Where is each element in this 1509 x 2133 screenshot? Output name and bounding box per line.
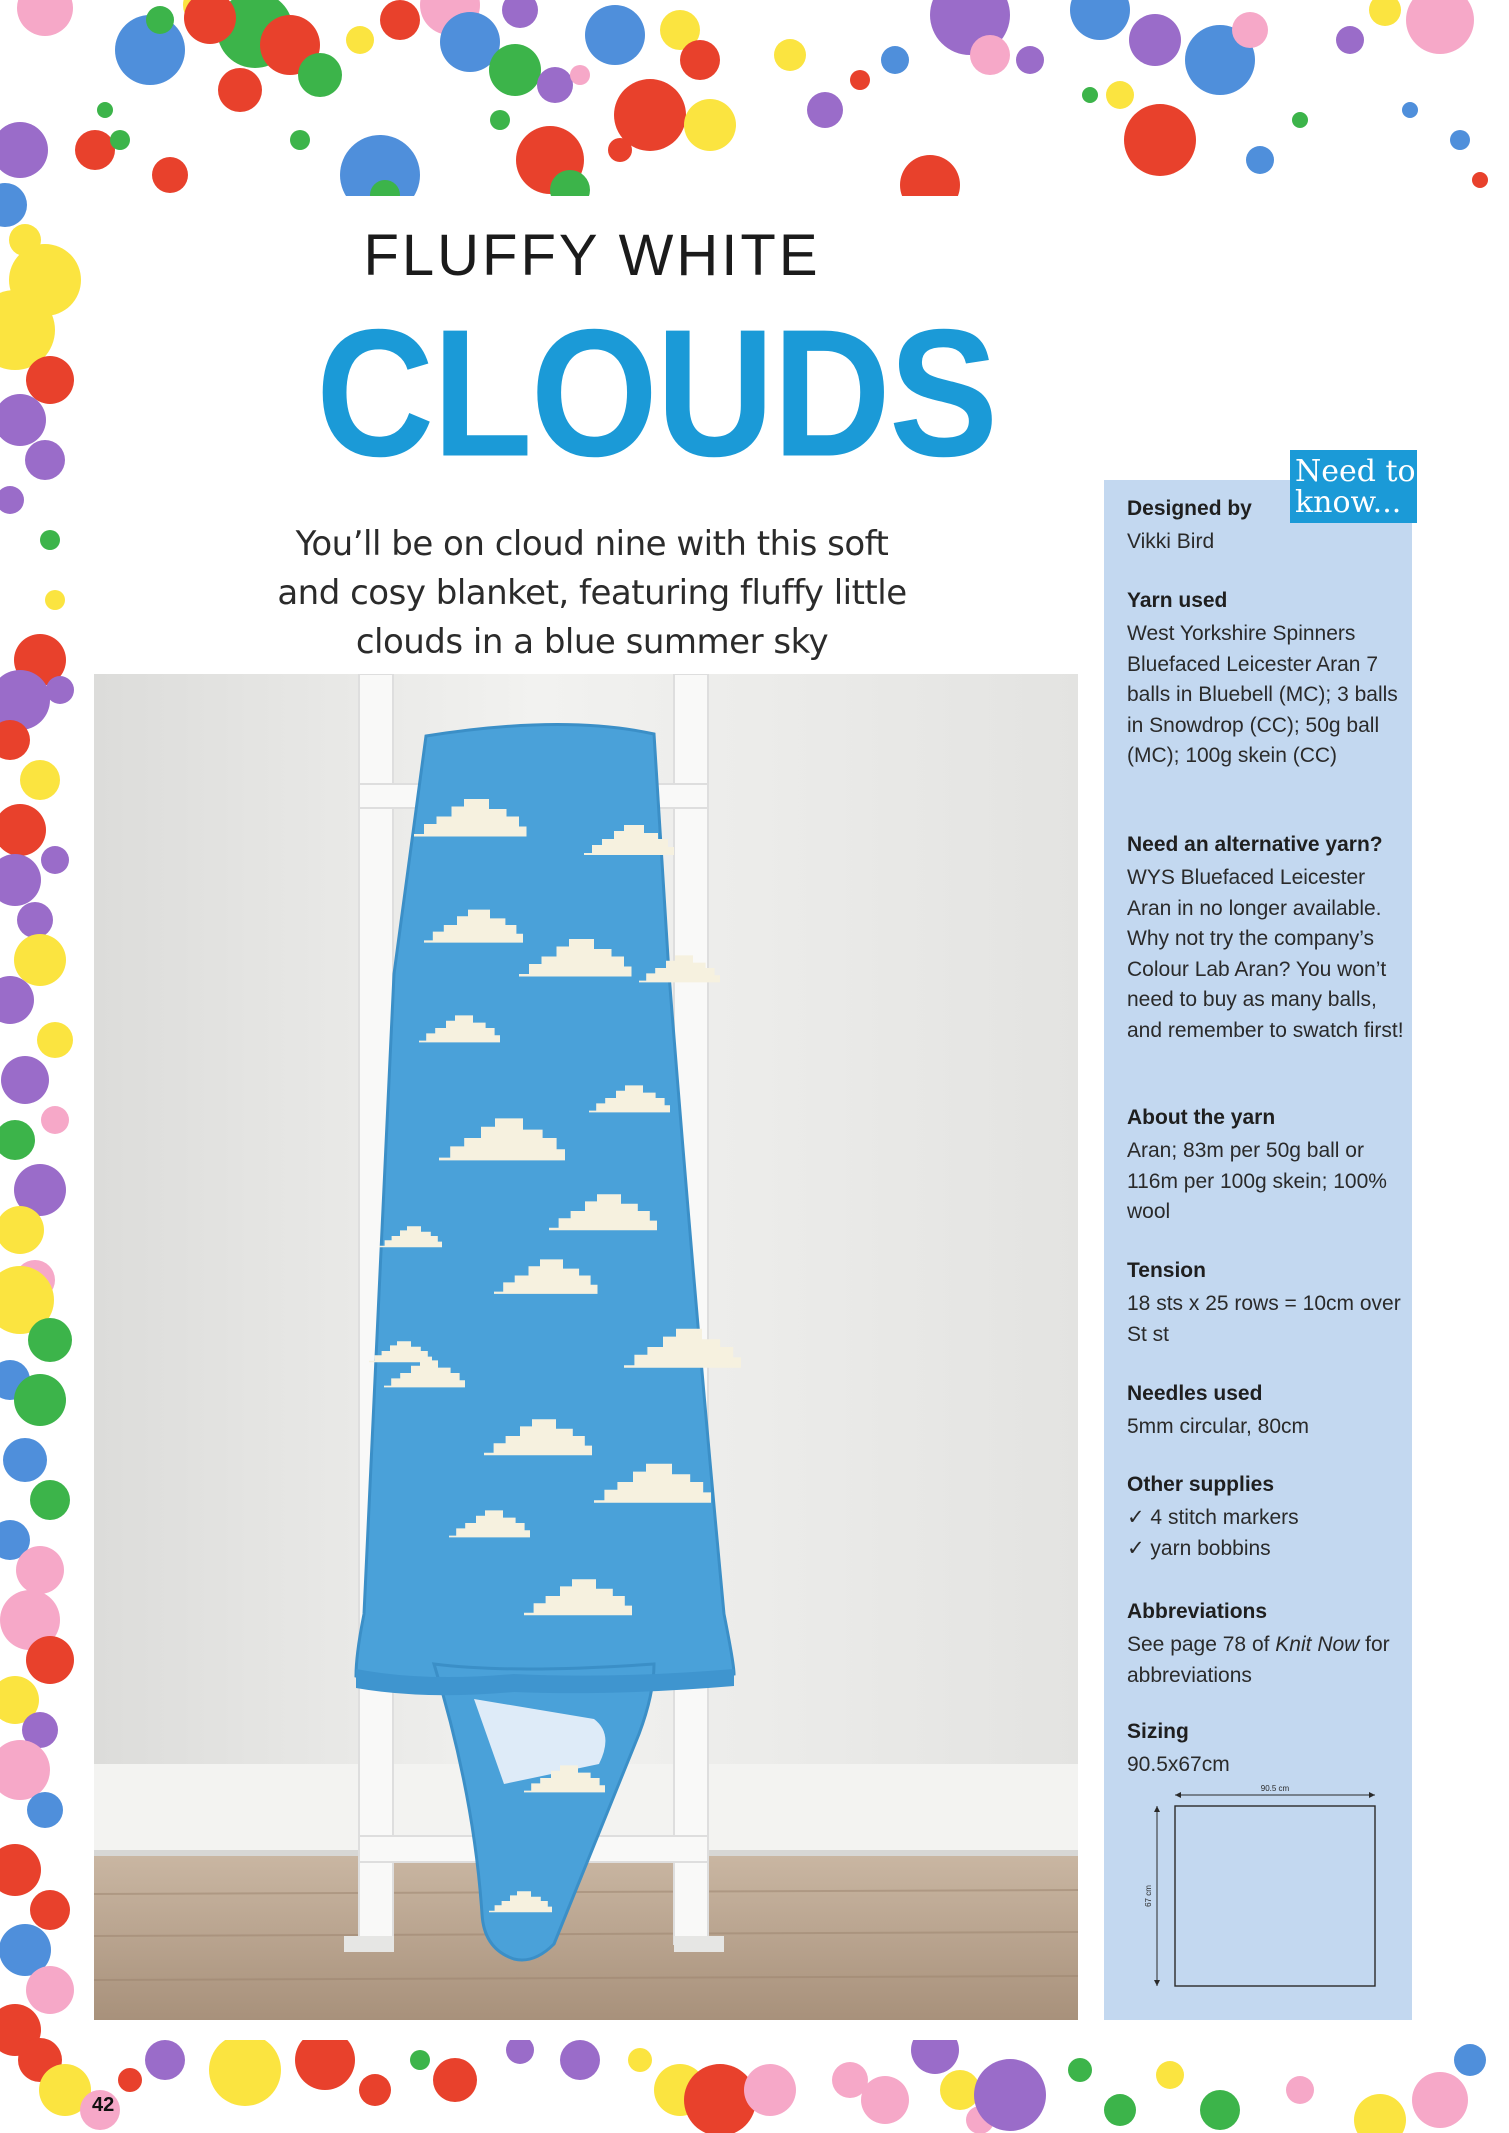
spec-abbreviations xyxy=(1127,1600,1407,1691)
confetti-dot xyxy=(861,2076,909,2124)
width-label: 90.5 cm xyxy=(1260,1784,1290,1793)
confetti-dot xyxy=(684,99,736,151)
page-number: 42 xyxy=(92,2094,115,2116)
confetti-dot xyxy=(218,68,262,112)
confetti-dot xyxy=(1412,2072,1468,2128)
confetti-dot xyxy=(346,26,374,54)
spec-body: Vikki Bird xyxy=(1127,530,1215,553)
confetti-dot xyxy=(30,1890,70,1930)
confetti-dot xyxy=(1104,2094,1136,2126)
spec-tension xyxy=(1127,1259,1407,1350)
confetti-dot xyxy=(1354,2094,1406,2133)
confetti-dot xyxy=(0,854,41,906)
confetti-dot xyxy=(608,138,632,162)
confetti-dot xyxy=(1129,14,1181,66)
confetti-dot xyxy=(1016,46,1044,74)
confetti-dot xyxy=(940,2070,980,2110)
spec-item: ✓ 4 stitch markers xyxy=(1127,1506,1299,1529)
confetti-dot xyxy=(1472,172,1488,188)
spec-about-yarn xyxy=(1127,1106,1407,1228)
confetti-dot xyxy=(1454,2044,1486,2076)
confetti-dot xyxy=(680,40,720,80)
confetti-dot xyxy=(26,1966,74,2014)
confetti-dot xyxy=(0,394,46,446)
height-label: 67 cm xyxy=(1144,1885,1153,1907)
confetti-dot xyxy=(0,1740,50,1800)
confetti-dot xyxy=(560,2040,600,2080)
confetti-dot xyxy=(974,2059,1046,2131)
confetti-dot xyxy=(1082,87,1098,103)
spec-body: Aran; 83m per 50g ball or 116m per 100g skein; 100% wool xyxy=(1127,1139,1387,1223)
confetti-dot xyxy=(17,902,53,938)
confetti-dot xyxy=(152,157,188,193)
confetti-dot xyxy=(1450,130,1470,150)
confetti-dot xyxy=(570,65,590,85)
spec-body: 18 sts x 25 rows = 10cm over St st xyxy=(1127,1292,1401,1346)
abbrev-text: for abbreviations xyxy=(1127,1633,1390,1687)
confetti-dot xyxy=(45,590,65,610)
confetti-dot xyxy=(489,44,541,96)
confetti-dot xyxy=(27,1792,63,1828)
title-kicker: FLUFFY WHITE xyxy=(363,223,821,288)
confetti-dot xyxy=(0,122,48,178)
confetti-dot xyxy=(41,1106,69,1134)
confetti-dot xyxy=(970,35,1010,75)
confetti-dot xyxy=(1246,146,1274,174)
confetti-dot xyxy=(1402,102,1418,118)
spec-body: 90.5x67cm xyxy=(1127,1753,1230,1776)
spec-heading: Sizing xyxy=(1127,1720,1189,1743)
confetti-dot xyxy=(850,70,870,90)
confetti-dot xyxy=(0,804,46,856)
confetti-dot xyxy=(1124,104,1196,176)
confetti-dot xyxy=(28,1318,72,1362)
confetti-dot xyxy=(585,5,645,65)
confetti-dot xyxy=(1070,0,1130,40)
confetti-dot xyxy=(744,2064,796,2116)
tag-line-2: know... xyxy=(1295,485,1402,520)
confetti-dot xyxy=(502,0,538,28)
spec-heading: Yarn used xyxy=(1127,589,1228,612)
spec-body: 5mm circular, 80cm xyxy=(1127,1415,1310,1438)
spec-item: ✓ yarn bobbins xyxy=(1127,1536,1271,1560)
confetti-dot xyxy=(628,2048,652,2072)
confetti-dot xyxy=(0,486,24,514)
confetti-dot xyxy=(506,2036,534,2064)
confetti-dot xyxy=(774,39,806,71)
confetti-dot xyxy=(807,92,843,128)
confetti-dot xyxy=(290,130,310,150)
confetti-dot xyxy=(433,2058,477,2102)
confetti-dot xyxy=(1406,0,1474,54)
spec-body: WYS Bluefaced Leicester Aran in no longer available. Why not try the company’s Colour Lab Aran? You won’t need to buy as many balls, and remember to swatch first! xyxy=(1127,866,1404,1042)
confetti-dot xyxy=(17,0,73,36)
confetti-dot xyxy=(1292,112,1308,128)
confetti-dot xyxy=(26,1636,74,1684)
confetti-dot xyxy=(3,1438,47,1482)
page-title: CLOUDS xyxy=(316,291,997,495)
spec-sizing xyxy=(1127,1720,1407,1781)
confetti-dot xyxy=(1336,26,1364,54)
confetti-dot xyxy=(26,356,74,404)
confetti-dot xyxy=(537,67,573,103)
confetti-dot xyxy=(298,53,342,97)
confetti-dot xyxy=(146,6,174,34)
spec-designed-by xyxy=(1127,497,1407,558)
confetti-dot xyxy=(490,110,510,130)
spec-heading: Other supplies xyxy=(1127,1473,1275,1496)
standfirst: You’ll be on cloud nine with this soft and cosy blanket, featuring fluffy little clouds in a blue summer sky xyxy=(277,524,907,662)
confetti-dot xyxy=(1068,2058,1092,2082)
confetti-dot xyxy=(118,2068,142,2092)
spec-alternative-yarn xyxy=(1127,833,1407,1046)
confetti-dot xyxy=(1106,81,1134,109)
confetti-dot xyxy=(1200,2090,1240,2130)
confetti-dot xyxy=(410,2050,430,2070)
blanket-on-ladder-photo xyxy=(94,674,1078,2020)
confetti-dot xyxy=(145,2040,185,2080)
spec-body xyxy=(1127,1630,1407,1691)
confetti-dot xyxy=(1369,0,1401,26)
confetti-dot xyxy=(359,2074,391,2106)
confetti-dot xyxy=(684,2064,756,2133)
confetti-dot xyxy=(25,440,65,480)
confetti-dot xyxy=(97,102,113,118)
spec-heading: Tension xyxy=(1127,1259,1206,1282)
spec-heading: Need an alternative yarn? xyxy=(1127,833,1383,856)
confetti-dot xyxy=(75,130,115,170)
confetti-dot xyxy=(1286,2076,1314,2104)
confetti-dot xyxy=(881,46,909,74)
confetti-dot xyxy=(14,934,66,986)
confetti-dot xyxy=(41,846,69,874)
blanket-outline xyxy=(1175,1806,1375,1986)
confetti-dot xyxy=(37,1022,73,1058)
confetti-dot xyxy=(40,530,60,550)
sizing-diagram xyxy=(1140,1780,1390,2000)
confetti-dot xyxy=(14,1374,66,1426)
spec-heading: About the yarn xyxy=(1127,1106,1276,1129)
tag-line-1: Need to xyxy=(1295,454,1416,489)
confetti-dot xyxy=(1156,2061,1184,2089)
spec-other-supplies xyxy=(1127,1473,1407,1564)
spec-heading: Abbreviations xyxy=(1127,1600,1268,1623)
confetti-dot xyxy=(16,1546,64,1594)
spec-heading: Needles used xyxy=(1127,1382,1263,1405)
confetti-dot xyxy=(1232,12,1268,48)
confetti-dot xyxy=(1,1056,49,1104)
confetti-dot xyxy=(30,1480,70,1520)
confetti-dot xyxy=(110,130,130,150)
confetti-dot xyxy=(380,0,420,40)
confetti-dot xyxy=(46,676,74,704)
spec-heading: Designed by xyxy=(1127,497,1252,520)
confetti-dot xyxy=(0,1844,41,1896)
confetti-dot xyxy=(0,183,27,227)
confetti-dot xyxy=(0,1120,35,1160)
magazine-name: Knit Now xyxy=(1275,1633,1360,1656)
confetti-dot xyxy=(20,760,60,800)
abbrev-text: See page 78 of xyxy=(1127,1633,1276,1656)
spec-yarn-used xyxy=(1127,589,1407,772)
spec-body: West Yorkshire Spinners Bluefaced Leicester Aran 7 balls in Bluebell (MC); 3 balls in Snowdrop (CC); 50g ball (MC); 100g skein (CC) xyxy=(1127,622,1398,767)
spec-needles xyxy=(1127,1382,1407,1443)
confetti-dot xyxy=(209,2034,281,2106)
